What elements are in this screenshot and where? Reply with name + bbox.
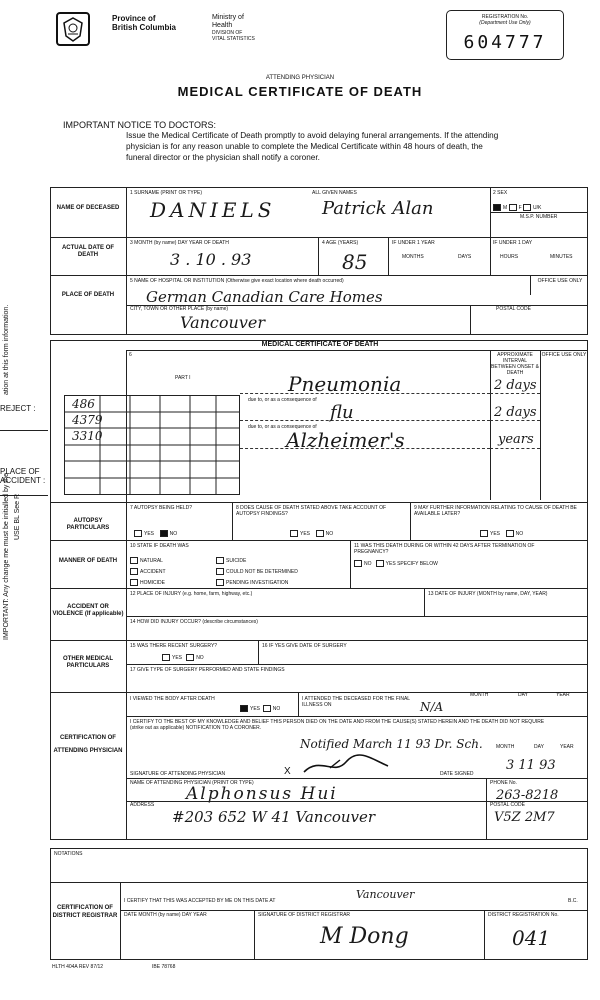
autopsy-held-options[interactable]: YES NO xyxy=(134,530,177,537)
interval-b[interactable]: 2 days xyxy=(494,405,537,420)
date-of-death-value[interactable]: 3 . 10 . 93 xyxy=(170,250,252,269)
notice-text: Issue the Medical Certificate of Death promptly to avoid delaying funeral arrangements. If the attending physician is for any reason unable to complete the Medical Certificate within 48 hours of death, the funeral director or the physician shall notify a coroner. xyxy=(126,131,499,162)
name-row-label: NAME OF DECEASED xyxy=(56,205,120,211)
manner-options-2[interactable]: SUICIDE COULD NOT BE DETERMINED PENDING INVESTIGATION xyxy=(216,556,298,589)
place-row-label: PLACE OF DEATH xyxy=(61,292,115,298)
cause-line-a[interactable]: Pneumonia xyxy=(288,372,402,396)
ibe-number: IBE 78768 xyxy=(152,964,176,970)
cause-section-title: MEDICAL CERTIFICATE OF DEATH xyxy=(261,341,379,348)
sex-options[interactable]: M F U/K xyxy=(493,204,541,211)
cause-line-c[interactable]: Alzheimer's xyxy=(286,428,405,452)
registrar-signature[interactable]: M Dong xyxy=(320,924,409,949)
ministry-name: Ministry of Health DIVISION OF VITAL STATISTICS xyxy=(212,14,255,42)
pregnancy-options[interactable]: NO YES SPECIFY BELOW xyxy=(354,560,438,567)
side-note-3: USE BL See R xyxy=(14,493,21,540)
form-title: MEDICAL CERTIFICATE OF DEATH xyxy=(177,84,423,99)
manner-options[interactable]: NATURAL ACCIDENT HOMICIDE xyxy=(130,556,166,589)
district-reg-no-value[interactable]: 041 xyxy=(512,926,551,950)
address-value[interactable]: #203 652 W 41 Vancouver xyxy=(172,808,376,826)
side-note-1: ation at this form information. xyxy=(3,304,10,395)
icd-code: 3310 xyxy=(72,429,103,443)
registrar-row-label: CERTIFICATION OF DISTRICT REGISTRAR xyxy=(52,905,118,919)
given-names-value[interactable]: Patrick Alan xyxy=(322,198,434,219)
icd-codes xyxy=(72,396,103,444)
certification-row-label: CERTIFICATION OF ATTENDING PHYSICIAN xyxy=(53,735,123,754)
other-row-label: OTHER MEDICAL PARTICULARS xyxy=(63,656,113,669)
province-name: Province of British Columbia xyxy=(112,14,177,32)
form-subtitle: ATTENDING PHYSICIAN xyxy=(265,75,335,81)
side-note-2: IMPORTANT: Any change me must be initialled by the xyxy=(3,472,10,640)
surname-value[interactable]: DANIELS xyxy=(150,198,276,222)
further-info-options[interactable]: YES NO xyxy=(480,530,523,537)
form-number: HLTH 404A REV 87/12 xyxy=(52,964,104,970)
notations-label: NOTATIONS xyxy=(54,851,83,857)
place-of-accident-label: PLACE OF ACCIDENT : xyxy=(0,467,46,485)
physician-name-value[interactable]: Alphonsus Hui xyxy=(186,784,338,804)
coroner-notified-value[interactable]: Notified March 11 93 Dr. Sch. xyxy=(300,737,483,751)
postal-code-value[interactable]: V5Z 2M7 xyxy=(494,810,555,825)
autopsy-findings-options[interactable]: YES NO xyxy=(290,530,333,537)
age-value[interactable]: 85 xyxy=(342,250,368,274)
viewed-body-options[interactable]: YES NO xyxy=(240,705,280,712)
registration-box: REGISTRATION No. (Department Use Only) 604777 xyxy=(446,10,564,60)
icd-code: 486 xyxy=(72,397,95,411)
registrar-section xyxy=(50,848,588,960)
accident-row-label: ACCIDENT OR VIOLENCE (If applicable) xyxy=(52,604,124,617)
registration-number: 604777 xyxy=(463,32,547,53)
registrar-place-value[interactable]: Vancouver xyxy=(356,888,415,901)
cause-line-b[interactable]: flu xyxy=(330,402,354,423)
date-signed-value[interactable]: 3 11 93 xyxy=(506,758,556,773)
interval-a[interactable]: 2 days xyxy=(494,378,537,393)
interval-c[interactable]: years xyxy=(498,432,534,447)
place-of-death-value[interactable]: German Canadian Care Homes xyxy=(146,288,383,306)
city-value[interactable]: Vancouver xyxy=(180,313,265,332)
reject-label: REJECT : xyxy=(0,404,36,413)
autopsy-row-label: AUTOPSY PARTICULARS xyxy=(66,518,110,531)
manner-row-label: MANNER OF DEATH xyxy=(58,558,118,564)
surgery-options[interactable]: YES NO xyxy=(162,654,204,661)
date-row-label: ACTUAL DATE OF DEATH xyxy=(61,245,115,258)
bc-crest-logo xyxy=(56,12,90,46)
phone-value[interactable]: 263-8218 xyxy=(496,788,559,803)
notice-heading: IMPORTANT NOTICE TO DOCTORS: xyxy=(63,120,217,130)
attended-value[interactable]: N/A xyxy=(420,700,444,714)
physician-signature[interactable] xyxy=(300,752,400,778)
icd-code: 4379 xyxy=(72,413,103,427)
